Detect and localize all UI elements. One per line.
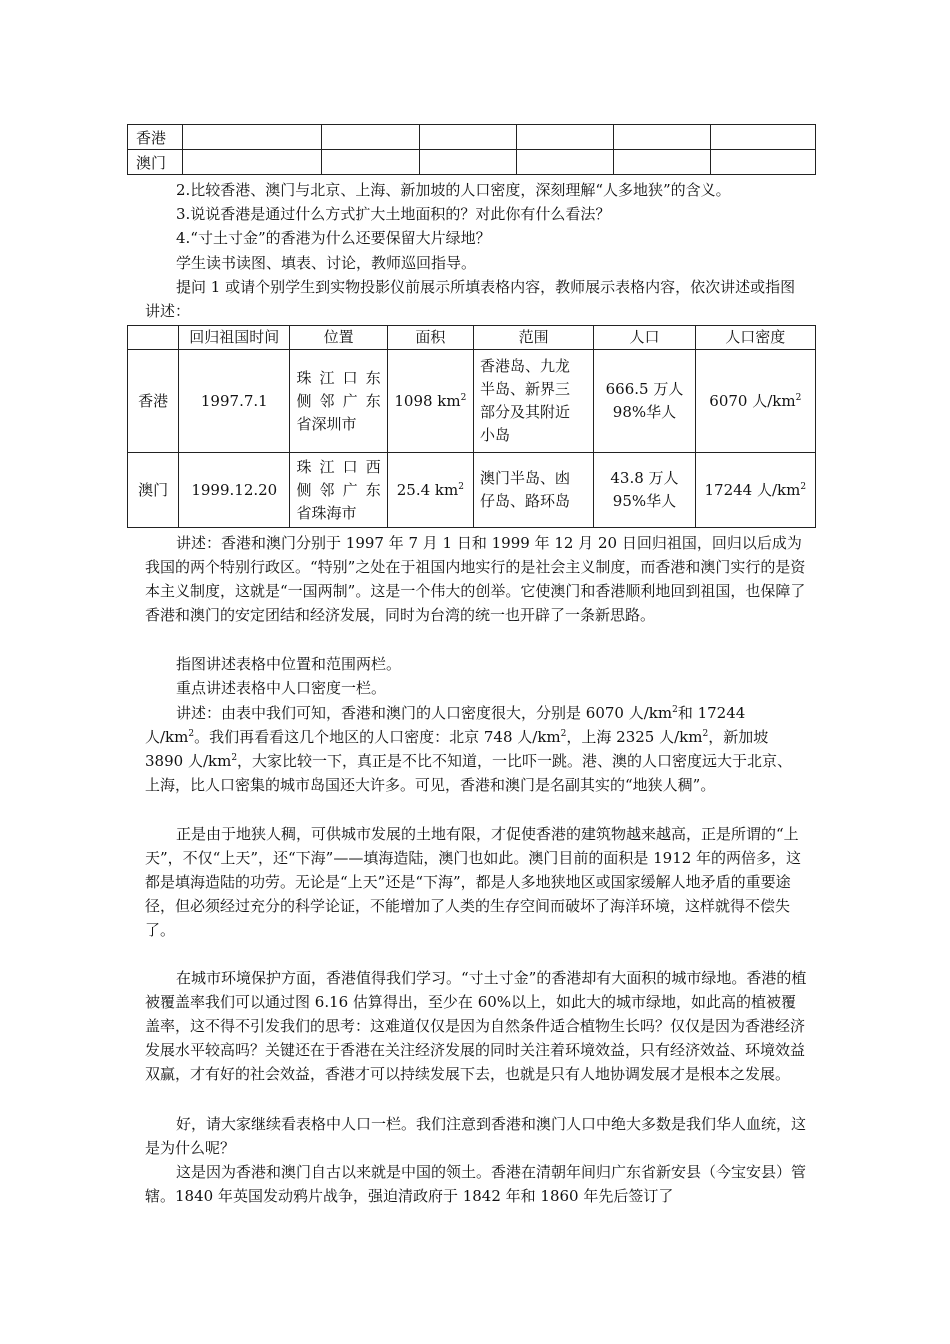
area-cell (387, 350, 473, 453)
density-value: 6070 人/km (709, 391, 796, 410)
prompt-paragraph: 提问 1 或请个别学生到实物投影仪前展示所填表格内容，教师展示表格内容，依次讲述或指图讲述： (145, 278, 796, 320)
location-line: 侧邻广东 (296, 480, 381, 499)
region-name: 澳门 (128, 453, 179, 528)
text-run: ，新加坡 3890 人/km (145, 728, 769, 770)
header-cell: 回归祖国时间 (179, 326, 290, 350)
superscript: 2 (702, 729, 709, 739)
range-line: 澳门半岛、凼 (479, 469, 570, 487)
table-cell (182, 150, 322, 175)
superscript: 2 (188, 729, 195, 739)
location-line: 珠江口西 (296, 457, 381, 476)
location-line: 省珠海市 (296, 503, 357, 522)
paragraph-narration-1: 讲述：香港和澳门分别于 1997 年 7 月 1 日和 1999 年 12 月 20 日回归祖国，回归以后成为我国的两个特别行政区。“特别”之处在于祖国内地实行的是社会主义制度，而香港和澳门实行的是资本主义制度，这就是“一国两制”。这是一个伟大的创举。它使澳门和香港顺利地回到祖国，也保障了香港和澳门的安定团结和经济发展，同时为台湾的统一也开辟了一条新思路。 (145, 534, 806, 624)
paragraph-population: 好，请大家继续看表格中人口一栏。我们注意到香港和澳门人口中绝大多数是我们华人血统，这是为什么呢？ (145, 1115, 807, 1157)
activity-note: 学生读书读图、填表、讨论，教师巡回指导。 (176, 254, 477, 272)
density-cell (695, 350, 815, 453)
table-header-row (128, 326, 816, 350)
paragraph-narration-3: 重点讲述表格中人口密度一栏。 (176, 679, 387, 697)
superscript: 2 (460, 392, 467, 403)
area-value: 25.4 km (396, 480, 459, 499)
range-cell (473, 453, 593, 528)
table-cell (710, 150, 815, 175)
table-cell (710, 125, 815, 150)
row-label-mo: 澳门 (128, 150, 183, 175)
superscript: 2 (231, 753, 238, 763)
region-name: 香港 (128, 350, 179, 453)
range-line: 香港岛、九龙 (479, 357, 570, 375)
table-cell (419, 125, 516, 150)
superscript: 2 (560, 729, 567, 739)
density-value: 17244 人/km (704, 480, 801, 499)
population-line: 98%华人 (612, 403, 677, 421)
table-cell (516, 150, 613, 175)
paragraph-narration-2: 指图讲述表格中位置和范围两栏。 (176, 655, 402, 673)
area-cell (387, 453, 473, 528)
table-row (128, 350, 816, 453)
header-cell (128, 326, 179, 350)
question-4: 4.“寸土寸金”的香港为什么还要保留大片绿地？ (176, 229, 491, 247)
text-run: 讲述：由表中我们可知，香港和澳门的人口密度很大，分别是 6070 人/km (176, 704, 673, 722)
area-value: 1098 km (394, 391, 461, 410)
table-cell (419, 150, 516, 175)
paragraph-density (145, 701, 807, 797)
text-run: 。我们再看看这几个地区的人口密度：北京 748 人/km (194, 728, 561, 746)
superscript: 2 (672, 705, 678, 715)
text-run: ，大家比较一下，真正是不比不知道，一比吓一跳。港、澳的人口密度远大于北京、上海，比人口密集的城市岛国还大许多。可见，香港和澳门是名副其实的“地狭人稠”。 (145, 752, 793, 794)
superscript: 2 (800, 481, 807, 492)
text-run: 和 17244 人/km (145, 704, 746, 746)
return-date: 1997.7.1 (179, 350, 290, 453)
range-line: 仔岛、路环岛 (479, 492, 570, 510)
table-cell (182, 125, 322, 150)
range-line: 半岛、新界三 (479, 380, 570, 398)
location-line: 省深圳市 (296, 414, 357, 433)
table-cell (613, 150, 710, 175)
table-cell (613, 125, 710, 150)
range-line: 部分及其附近 (479, 403, 570, 421)
superscript: 2 (795, 392, 802, 403)
location-cell (290, 453, 387, 528)
location-line: 侧邻广东 (296, 391, 381, 410)
paragraph-green-space: 在城市环境保护方面，香港值得我们学习。“寸土寸金”的香港却有大面积的城市绿地。香港的植被覆盖率我们可以通过图 6.16 估算得出，至少在 60%以上，如此大的城市绿地，如此高的植被覆盖率，这不得不引发我们的思考：这难道仅仅是因为自然条件适合植物生长吗？仅仅是因为香港经济发展水平较高吗？关键还在于香港在关注经济发展的同时关注着环境效益，只有经济效益、环境效益双赢，才有好的社会效益，香港才可以持续发展下去，也就是只有人地协调发展才是根本之发展。 (145, 969, 807, 1083)
header-cell: 位置 (290, 326, 387, 350)
population-line: 43.8 万人 (610, 469, 679, 487)
header-cell: 范围 (473, 326, 593, 350)
density-cell (695, 453, 815, 528)
paragraph-history: 这是因为香港和澳门自古以来就是中国的领土。香港在清朝年间归广东省新安县（今宝安县）管辖。1840 年英国发动鸦片战争，强迫清政府于 1842 年和 1860 年先后签订了 (145, 1163, 807, 1205)
row-label-hk: 香港 (128, 125, 183, 150)
header-cell: 人口 (594, 326, 695, 350)
range-line: 小岛 (479, 426, 510, 444)
header-cell: 面积 (387, 326, 473, 350)
population-line: 95%华人 (612, 492, 677, 510)
text-run: ，上海 2325 人/km (566, 728, 703, 746)
table-cell (322, 125, 419, 150)
population-line: 666.5 万人 (605, 380, 684, 398)
population-cell (594, 453, 695, 528)
table-cell (322, 150, 419, 175)
table-row (128, 453, 816, 528)
table-row (128, 125, 816, 150)
hk-macau-table (127, 325, 816, 528)
table-cell (516, 125, 613, 150)
location-cell (290, 350, 387, 453)
blank-comparison-table (127, 124, 816, 175)
question-3: 3.说说香港是通过什么方式扩大土地面积的？对此你有什么看法？ (176, 205, 611, 223)
superscript: 2 (458, 481, 464, 492)
return-date: 1999.12.20 (179, 453, 290, 528)
paragraph-land-reclamation: 正是由于地狭人稠，可供城市发展的土地有限，才促使香港的建筑物越来越高，正是所谓的“上天”，不仅“上天”，还“下海”——填海造陆，澳门也如此。澳门目前的面积是 1912 年的两倍多，这都是填海造陆的功劳。无论是“上天”还是“下海”，都是人多地狭地区或国家缓解人地矛盾的重要途径，但必须经过充分的科学论证，不能增加了人类的生存空间而破坏了海洋环境，这样就得不偿失了。 (145, 825, 802, 939)
header-cell: 人口密度 (695, 326, 815, 350)
table-row (128, 150, 816, 175)
location-line: 珠江口东 (296, 368, 381, 387)
question-2: 2.比较香港、澳门与北京、上海、新加坡的人口密度，深刻理解“人多地狭”的含义。 (176, 181, 731, 199)
population-cell (594, 350, 695, 453)
range-cell (473, 350, 593, 453)
